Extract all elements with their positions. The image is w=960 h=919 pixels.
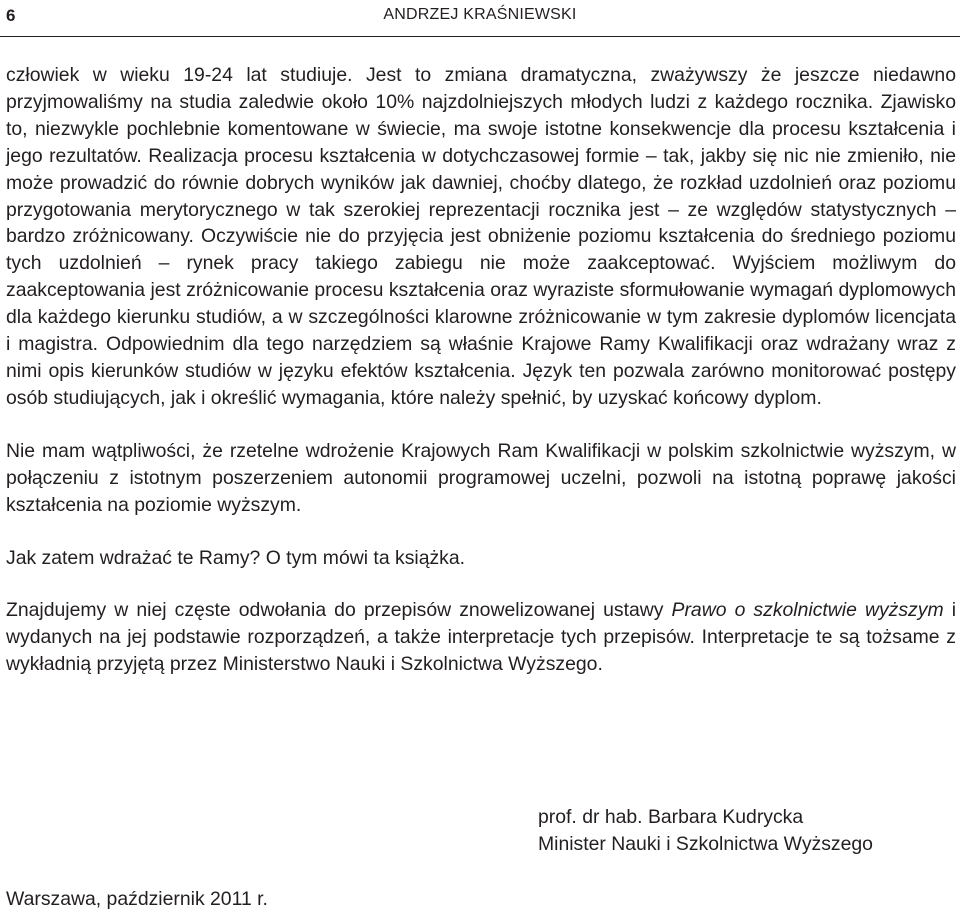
signature-block (538, 804, 873, 858)
paragraph-2: Nie mam wątpliwości, że rzetelne wdrożenie Krajowych Ram Kwalifikacji w polskim szkolnictwie wyższym, w połączeniu z istotnym poszerzeniem autonomii programowej uczelni, pozwoli na istotną poprawę jakości kształcenia na poziomie wyższym. (6, 439, 956, 516)
page-header (0, 0, 960, 37)
page-number: 6 (6, 6, 16, 25)
paragraph-3: Jak zatem wdrażać te Ramy? O tym mówi ta książka. (6, 546, 466, 569)
paragraph-1: człowiek w wieku 19-24 lat studiuje. Jest to zmiana dramatyczna, zważywszy że jeszcze niedawno przyjmowaliśmy na studia zaledwie około 10% najzdolniejszych młodych ludzi z każdego rocznika. Zjawisko to, niezwykle pochlebnie komentowane w świecie, ma swoje istotne konsekwencje dla procesu kształcenia i jego rezultatów. Realizacja procesu kształcenia w dotychczasowej formie – tak, jakby się nic nie zmieniło, nie może prowadzić do równie dobrych wyników jak dawniej, choćby dlatego, że rozkład uzdolnień oraz poziomu przygotowania merytorycznego w tak szerokiej reprezentacji rocznika jest – ze względów statystycznych – bardzo zróżnicowany. Oczywiście nie do przyjęcia jest obniżenie poziomu kształcenia do średniego poziomu tych uzdolnień – rynek pracy takiego zabiegu nie może zaakceptować. Wyjściem możliwym do zaakceptowania jest zróżnicowanie procesu kształcenia oraz wyraziste sformułowanie wymagań dyplomowych dla każdego kierunku studiów, a w szczególności klarowne zróżnicowanie w tym zakresie dyplomów licencjata i magistra. Odpowiednim dla tego narzędziem są właśnie Krajowe Ramy Kwalifikacji oraz wdrażany wraz z nimi opis kierunków studiów w języku efektów kształcenia. Język ten pozwala zarówno monitorować postępy osób studiujących, jak i określić wymagania, które należy spełnić, by uzyskać końcowy dyplom. (6, 64, 956, 409)
signatory-title: Minister Nauki i Szkolnictwa Wyższego (538, 833, 873, 855)
paragraph-4 (6, 597, 956, 678)
paragraph-4-text-a: Znajdujemy w niej częste odwołania do przepisów znowelizowanej ustawy (6, 599, 672, 622)
body-text (6, 62, 956, 678)
running-head: ANDRZEJ KRAŚNIEWSKI (383, 6, 577, 23)
date-place: Warszawa, październik 2011 r. (6, 888, 268, 910)
signatory-name: prof. dr hab. Barbara Kudrycka (538, 806, 804, 828)
law-title: Prawo o szkolnictwie wyższym (671, 599, 944, 622)
paragraph-4-text-b: i wydanych na jej podstawie rozporządzeń, a także interpretacje tych przepisów. Interpretacje te są tożsame z wykładnią przyjętą przez Ministerstwo Nauki i Szkolnictwa Wyższego. (6, 599, 956, 676)
